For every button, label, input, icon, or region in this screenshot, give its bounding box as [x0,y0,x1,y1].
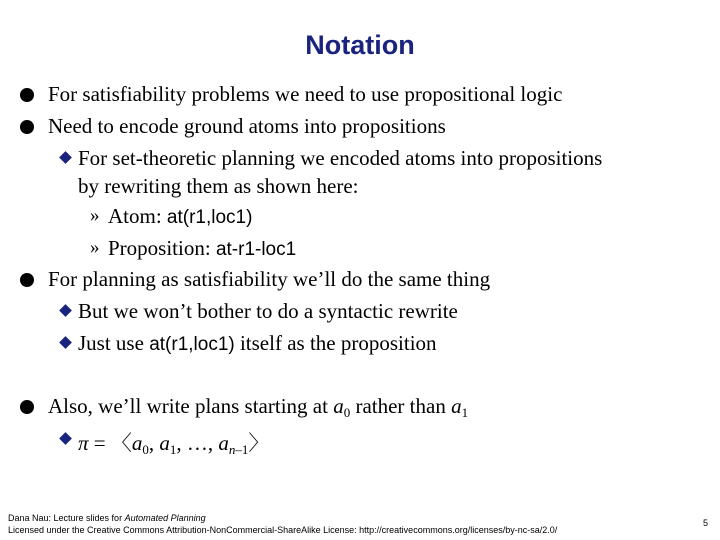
proposition-value: at-r1-loc1 [215,239,297,260]
code-atom: at(r1,loc1) [149,334,235,355]
bullet-text [48,394,468,421]
var-a: a [131,431,143,455]
footer-credit [8,513,206,523]
pi-symbol: π [78,431,89,455]
subscript [229,442,249,457]
subscript: 0 [142,442,149,457]
subbullet-pre: Just use [78,331,150,355]
var-a: a [451,394,462,418]
raquo-marker: » [90,205,100,226]
bullet-dot [20,120,34,134]
var-a: a [159,431,170,455]
footer-license: Licensed under the Creative Commons Attribution-NonCommercial-ShareAlike License: http://creativecommons.org/licenses/by-nc-sa/2.0/ [8,525,558,535]
subscript: 1 [169,442,177,457]
subbullet-text: For set-theoretic planning we encoded atoms into propositions [78,146,603,170]
subscript: 1 [461,405,469,420]
atom-label: Atom: [108,204,167,228]
subbullet-diamond [59,151,72,164]
var-a: a [333,394,344,418]
proposition-line [108,236,296,261]
subscript: 0 [343,405,351,420]
atom-value: at(r1,loc1) [166,207,253,228]
footer-credit-pre: Dana Nau: Lecture slides for [8,513,125,523]
formula-eq: = 〈 [88,431,132,455]
atom-line [108,204,252,229]
bullet-text: For satisfiability problems we need to use propositional logic [48,82,563,106]
subbullet-text: But we won’t bother to do a syntactic rewrite [78,299,458,323]
bullet-dot [20,400,34,414]
subscript-n: n [228,442,236,457]
proposition-label: Proposition: [108,236,216,260]
subbullet-text-continued: by rewriting them as shown here: [78,174,359,198]
bullet-text: Need to encode ground atoms into propositions [48,114,446,138]
var-a: a [218,431,229,455]
subbullet-diamond [59,432,72,445]
subscript-minus-one: –1 [235,442,249,457]
subbullet-text [78,331,437,356]
formula-close: 〉 [248,431,270,455]
slide-title: Notation [305,30,415,60]
bullet4-mid: rather than [350,394,452,418]
formula-sep: , [148,431,160,455]
page-number: 5 [702,518,708,528]
subbullet-diamond [59,336,72,349]
footer-book-title: Automated Planning [124,513,206,523]
raquo-marker: » [90,237,100,258]
bullet-text: For planning as satisfiability we’ll do the same thing [48,267,491,291]
bullet-dot [20,273,34,287]
subbullet-post: itself as the proposition [234,331,437,355]
bullet4-pre: Also, we’ll write plans starting at [48,394,334,418]
formula-ellipsis: , …, [176,431,219,455]
plan-formula [78,427,269,458]
bullet-dot [20,88,34,102]
subbullet-diamond [59,304,72,317]
